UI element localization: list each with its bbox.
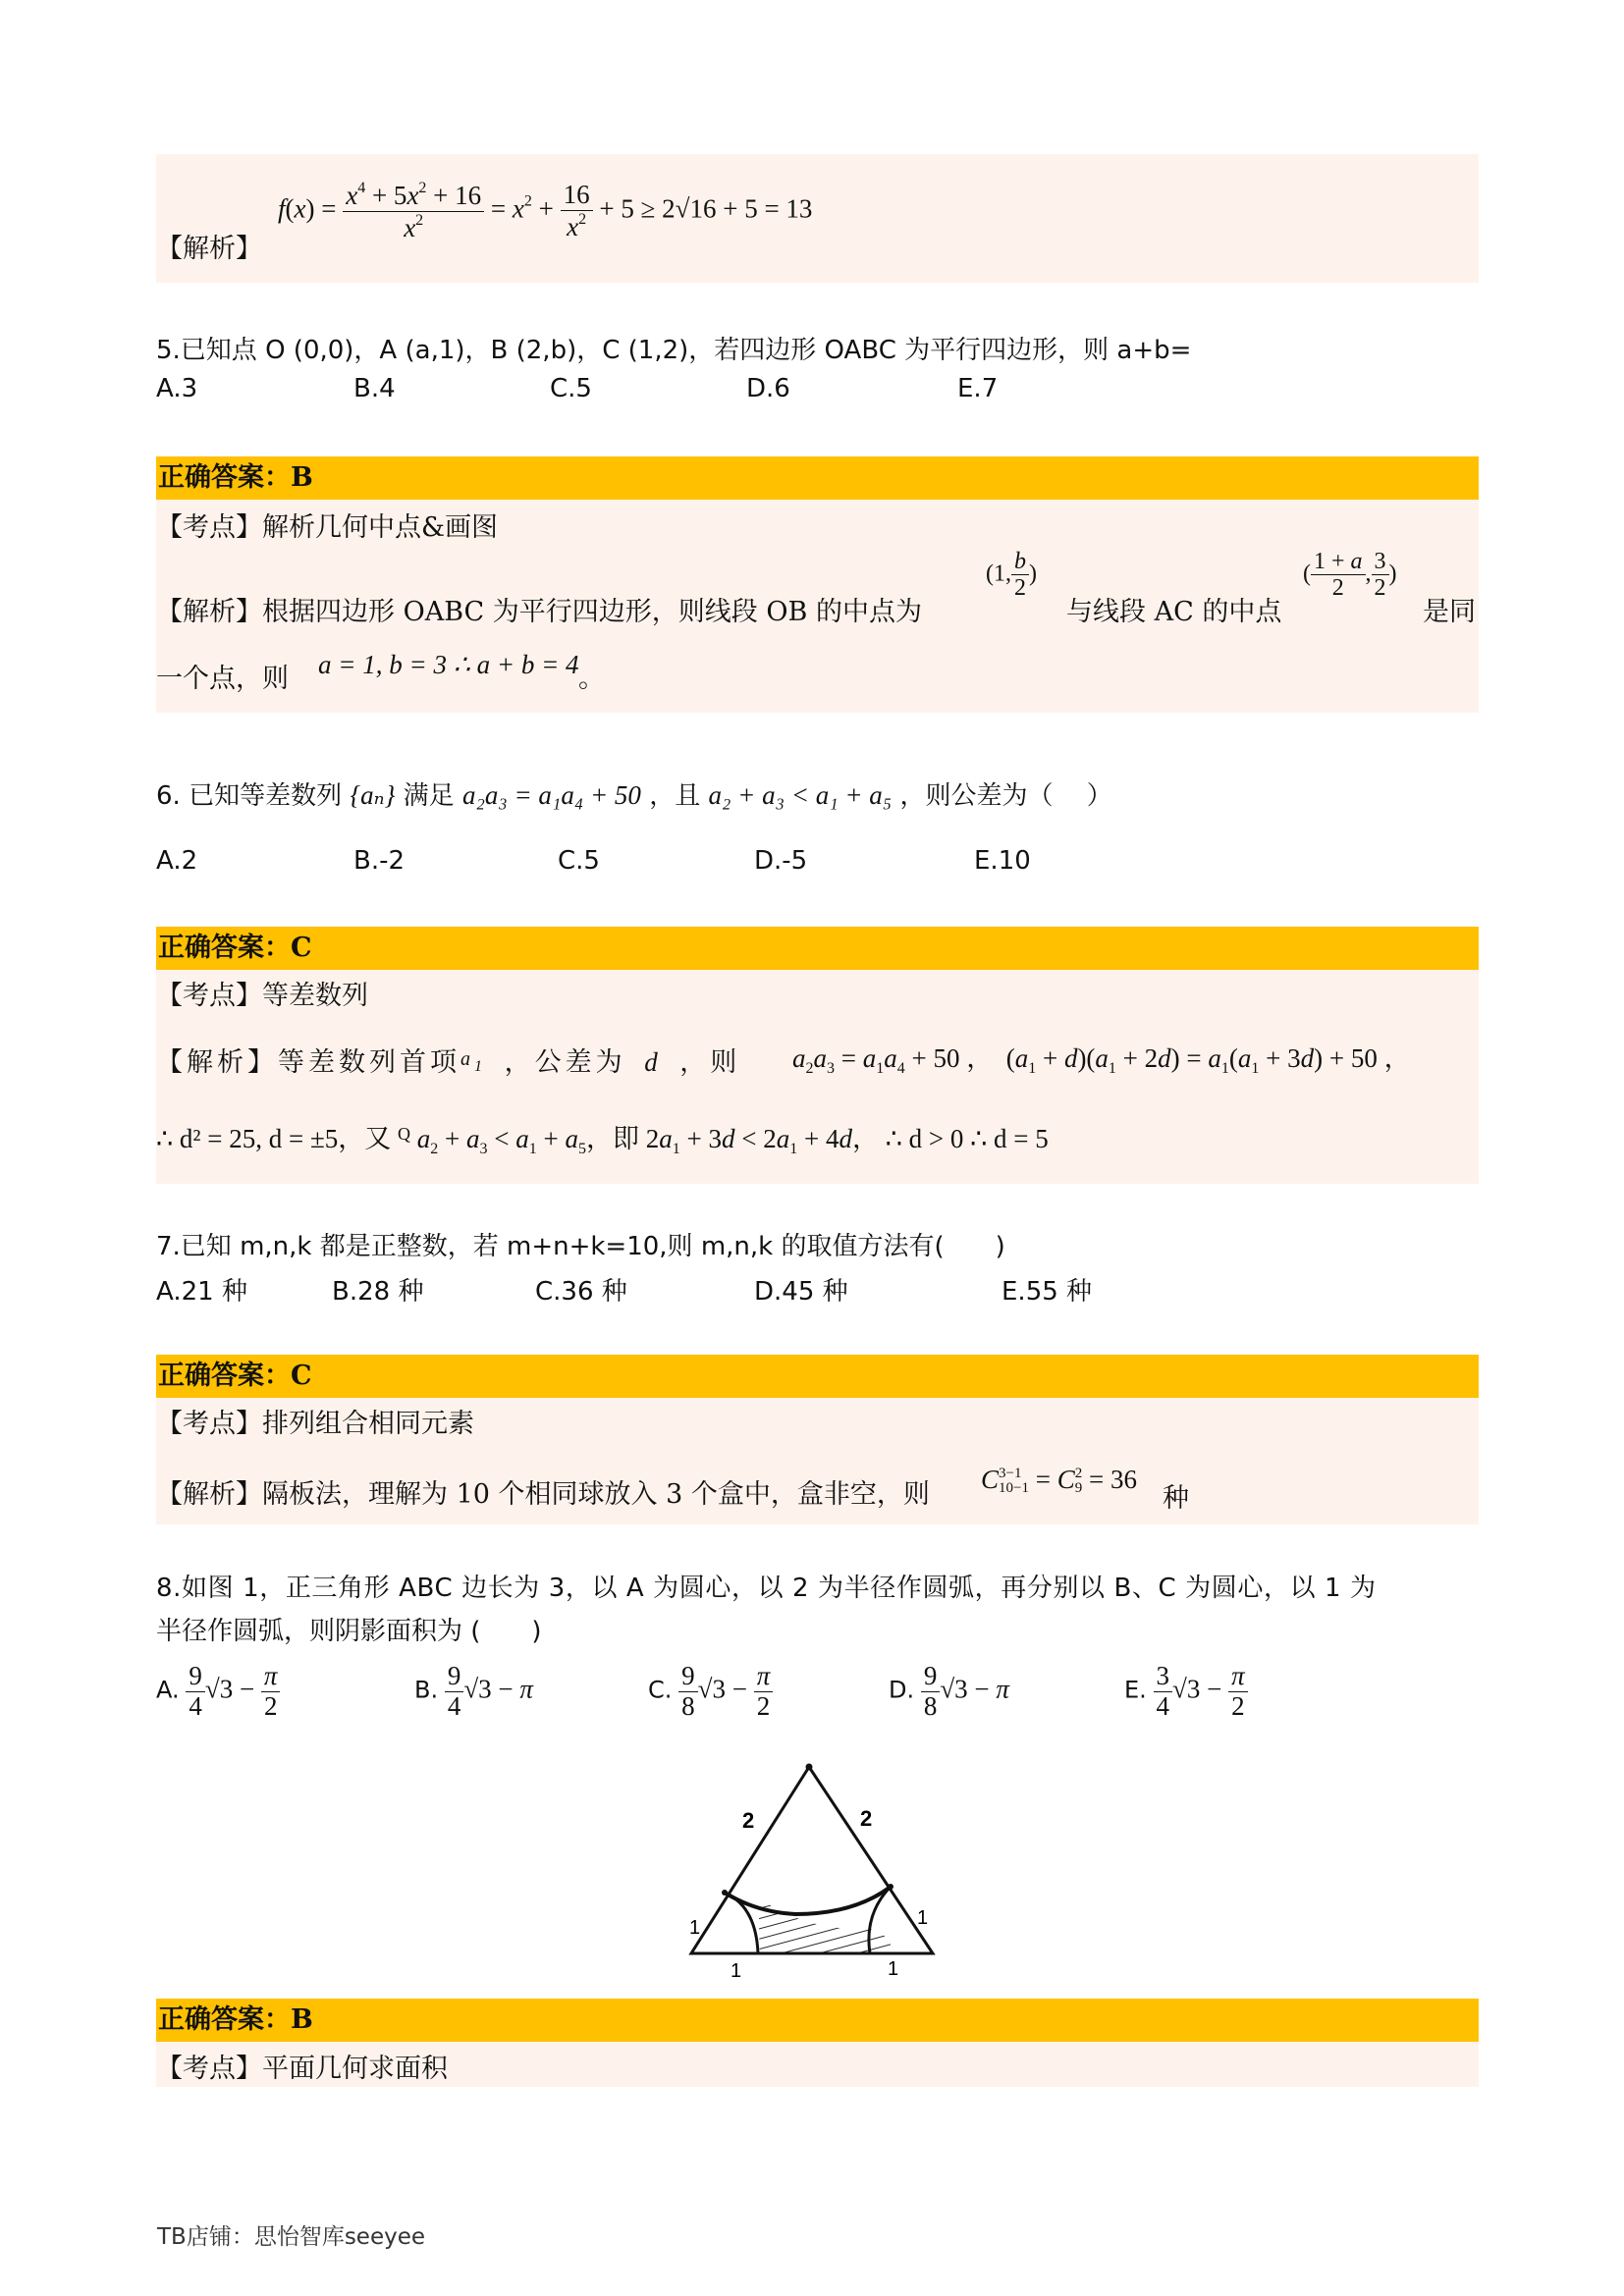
q5-analysis-4: 一个点，则	[156, 664, 289, 694]
q8-option-e[interactable]: E. $\frac{3}{4}$ √3 − $\frac{\pi}{2}$	[1124, 1662, 1248, 1721]
q6-a5: ，又	[338, 1124, 392, 1154]
q6-a6: ，即	[586, 1124, 639, 1154]
q6-answer-bar: 正确答案：C	[156, 927, 1479, 970]
q6-option-a[interactable]: A.2	[156, 846, 198, 876]
q8-option-d[interactable]: D. $\frac{9}{8}$ √3 − π	[889, 1661, 1009, 1721]
q6-option-b[interactable]: B.-2	[353, 846, 406, 876]
q6-seq: {aₙ}	[350, 780, 396, 810]
q7-option-e[interactable]: E.55 种	[1001, 1277, 1093, 1307]
q6-point: 【考点】等差数列	[156, 981, 368, 1011]
q5-answer-bar: 正确答案：B	[156, 456, 1479, 500]
q7-analysis: 【解析】隔板法，理解为 10 个相同球放入 3 个盒中，盒非空，则	[156, 1479, 930, 1510]
q6-option-c[interactable]: C.5	[558, 846, 600, 876]
label-left-2: 2	[742, 1808, 755, 1833]
q5-option-c[interactable]: C.5	[550, 374, 592, 403]
q5-stem: 5.已知点 O (0,0)，A (a,1)，B (2,b)，C (1,2)，若四边形 OABC 为平行四边形，则 a+b=	[156, 336, 1192, 365]
q7-option-d[interactable]: D.45 种	[754, 1277, 848, 1307]
q8-option-b[interactable]: B. $\frac{9}{4}$ √3 − π	[414, 1661, 533, 1721]
q5-midpoint-ob: (1, $\frac{b}{2}$ )	[986, 549, 1037, 602]
q5-point: 【考点】解析几何中点&画图	[156, 512, 499, 543]
q7-option-c[interactable]: C.36 种	[535, 1277, 627, 1307]
q7-point: 【考点】排列组合相同元素	[156, 1409, 474, 1439]
q8-stem-2: 半径作圆弧，则阴影面积为 ( )	[156, 1617, 542, 1646]
q7-formula: C 3−1 10−1 = C 2 9 = 36	[981, 1465, 1137, 1496]
q7-unit: 种	[1163, 1483, 1189, 1514]
q6-analysis-box	[156, 970, 1479, 1184]
q4-analysis-label: 【解析】	[156, 234, 262, 264]
q6-a4: ∴ d² = 25, d = ±5	[156, 1124, 339, 1153]
shaded-region	[759, 1898, 893, 1953]
q6-a8: ∴ d > 0 ∴ d = 5	[885, 1124, 1049, 1153]
apex-point	[806, 1764, 813, 1771]
q7-analysis-box	[156, 1398, 1479, 1524]
q6-a3: ，则	[679, 1047, 741, 1078]
q5-analysis-eq: a = 1, b = 3 ∴ a + b = 4	[318, 650, 579, 679]
q6-option-e[interactable]: E.10	[974, 846, 1031, 876]
q8-stem-1: 8.如图 1，正三角形 ABC 边长为 3，以 A 为圆心，以 2 为半径作圆弧，再分别以 B、C 为圆心，以 1 为	[156, 1574, 1377, 1603]
q5-option-d[interactable]: D.6	[746, 374, 790, 403]
q6-stem-mid2: ，且	[649, 781, 701, 811]
q5-analysis-box	[156, 500, 1479, 713]
q6-a7: ，	[851, 1124, 879, 1154]
q8-answer-bar: 正确答案：B	[156, 1999, 1479, 2042]
q7-stem: 7.已知 m,n,k 都是正整数，若 m+n+k=10,则 m,n,k 的取值方法有( )	[156, 1232, 1005, 1261]
label-right-1: 1	[917, 1907, 929, 1929]
arc-center-a	[725, 1887, 891, 1914]
q6-cond2: a₂ + a₃ < a₁ + a₅	[708, 780, 893, 810]
q8-option-c[interactable]: C. $\frac{9}{8}$ √3 − $\frac{\pi}{2}$	[648, 1662, 773, 1721]
q6-a1: 【解析】等差数列首项	[156, 1047, 460, 1078]
q5-midpoint-ac: ( $\frac{1 + a}{2}$ , $\frac{3}{2}$ )	[1303, 549, 1397, 602]
footer-shop-name: TB店铺：思怡智库seeyee	[157, 2224, 426, 2250]
q5-option-b[interactable]: B.4	[353, 374, 396, 403]
q5-analysis-3: 是同	[1423, 597, 1476, 627]
q8-option-a[interactable]: A. $\frac{9}{4}$ √3 − $\frac{\pi}{2}$	[156, 1662, 280, 1721]
q6-option-d[interactable]: D.-5	[754, 846, 808, 876]
q5-option-a[interactable]: A.3	[156, 374, 198, 403]
q6-a2: ，公差为	[504, 1047, 626, 1078]
q6-cond1: a₂a₃ = a₁a₄ + 50	[461, 780, 641, 810]
q5-analysis-end: 。	[578, 664, 605, 694]
q7-answer-bar: 正确答案：C	[156, 1355, 1479, 1398]
q8-triangle-figure	[677, 1757, 962, 1983]
q8-point: 【考点】平面几何求面积	[156, 2054, 448, 2084]
q5-analysis-1: 【解析】根据四边形 OABC 为平行四边形，则线段 OB 的中点为	[156, 597, 922, 627]
q6-eq-row2: ∴ d² = 25, d = ±5，又 $^Q$ $a_2 + a_3 < a_1 + a_5$，即 $2a_1 + 3d < 2a_1 + 4d$， ∴ d > 0 ∴ d = 5	[156, 1124, 1049, 1157]
q5-analysis-2: 与线段 AC 的中点	[1066, 597, 1282, 627]
q6-analysis-row1: 【解析】等差数列首项$^{a_1}$ ，公差为 d ，则	[156, 1047, 741, 1078]
arc-point-left	[722, 1890, 728, 1896]
label-bottom-left-1: 1	[731, 1960, 742, 1982]
q6-stem-prefix: 6. 已知等差数列	[156, 781, 343, 811]
q6-stem	[156, 775, 1112, 816]
q5-option-e[interactable]: E.7	[957, 374, 999, 403]
q4-analysis-formula: f(x) = $\frac{x^4 + 5x^2 + 16}{x^2}$ = $x^2$ + $\frac{16}{x^2}$ + 5 ≥ 2√16 + 5 = 13	[278, 180, 813, 242]
q4-analysis-box	[156, 154, 1479, 283]
label-right-2: 2	[860, 1806, 873, 1831]
q6-stem-end: ，则公差为（ ）	[899, 781, 1112, 811]
q7-option-a[interactable]: A.21 种	[156, 1277, 247, 1307]
label-left-1: 1	[689, 1917, 701, 1939]
label-bottom-right-1: 1	[888, 1958, 899, 1980]
q6-eq-row1: $a_2a_3 = a_1a_4 + 50$ ， $(a_1 + d)(a_1 + 2d) = a_1(a_1 + 3d) + 50$ ，	[792, 1043, 1411, 1077]
arc-point-right	[888, 1884, 893, 1890]
q6-stem-mid: 满足	[403, 781, 455, 811]
q8-analysis-box	[156, 2042, 1479, 2087]
q7-option-b[interactable]: B.28 种	[332, 1277, 424, 1307]
